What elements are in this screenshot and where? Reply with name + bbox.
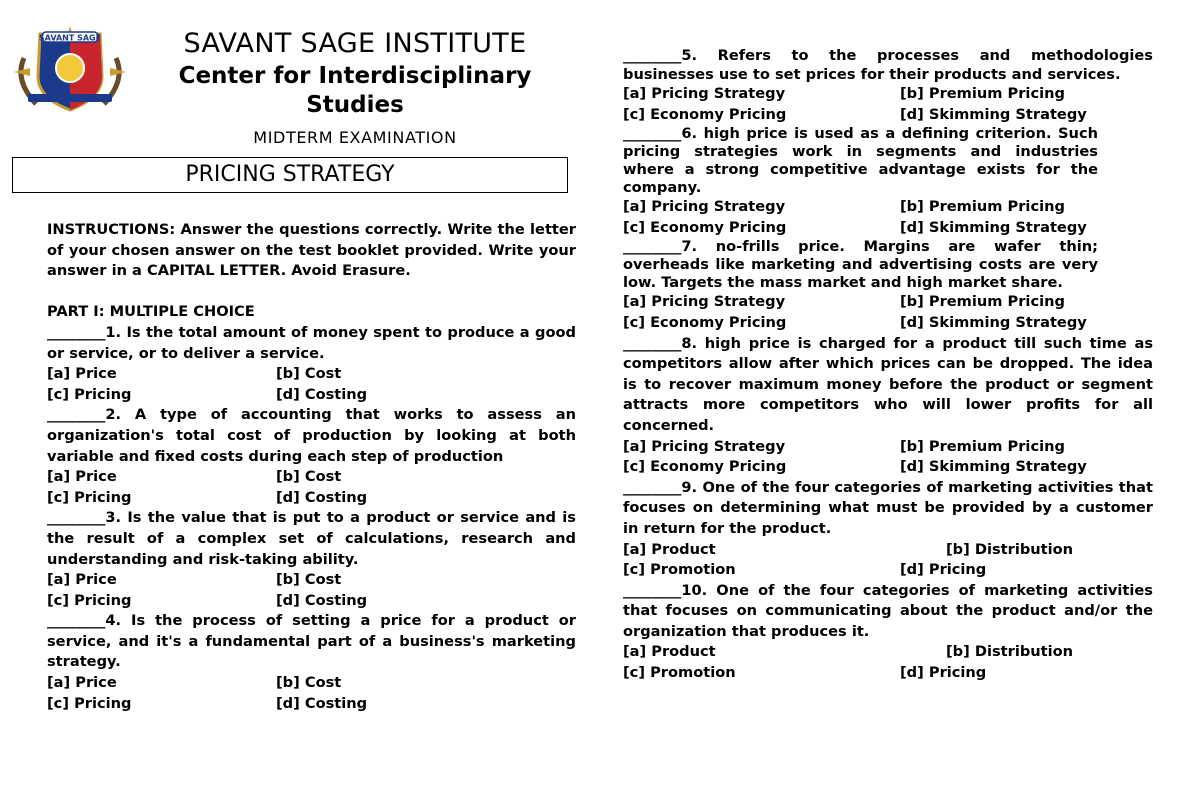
option-a: [a] Price — [47, 571, 117, 589]
option-a: [a] Price — [47, 468, 117, 486]
option-b: [b] Distribution — [946, 540, 1074, 558]
option-c: [c] Pricing — [47, 488, 132, 506]
question-text: ________9. One of the four categories of marketing activities that focuses on determining what must be provided by a customer in return for the product. — [623, 478, 1153, 537]
exam-title: MIDTERM EXAMINATION — [253, 128, 457, 147]
option-b: [b] Premium Pricing — [900, 437, 1065, 455]
option-d: [d] Costing — [276, 488, 368, 506]
option-d: [d] Costing — [276, 591, 368, 609]
question-2 — [47, 405, 576, 508]
question-7 — [623, 238, 1153, 333]
option-d: [d] Pricing — [900, 664, 987, 682]
option-c: [c] Pricing — [47, 591, 132, 609]
question-text: ________7. no-frills price. Margins are wafer thin; overheads like marketing and advertising costs are very low. Targets the mass market and high market share. — [623, 238, 1098, 292]
option-d: [d] Skimming Strategy — [900, 218, 1087, 236]
option-c: [c] Pricing — [47, 385, 132, 403]
question-10 — [623, 581, 1153, 684]
question-text: ________3. Is the value that is put to a product or service and is the result of a complex set of calculations, research and understanding and risk-taking ability. — [47, 509, 576, 568]
option-b: [b] Cost — [276, 365, 342, 383]
question-9 — [623, 478, 1153, 581]
option-d: [d] Pricing — [900, 561, 987, 579]
option-c: [c] Economy Pricing — [623, 313, 787, 331]
option-b: [b] Premium Pricing — [900, 198, 1065, 216]
question-text: ________10. One of the four categories of marketing activities that focuses on communicating about the product and/or the organization that produces it. — [623, 581, 1153, 640]
option-c: [c] Economy Pricing — [623, 458, 787, 476]
part-title: PART I: MULTIPLE CHOICE — [47, 303, 255, 321]
question-text: ________8. high price is charged for a product till such time as competitors allow after which prices can be dropped. The idea is to recover maximum money before the product or segment attracts more competitors who will lower profits for all concerned. — [623, 334, 1153, 434]
option-d: [d] Costing — [276, 694, 368, 712]
question-8 — [623, 334, 1153, 478]
center-name: Center for Interdisciplinary Studies — [178, 63, 532, 118]
question-text: ________1. Is the total amount of money spent to produce a good or service, or to deliver a service. — [47, 323, 576, 362]
option-a: [a] Pricing Strategy — [623, 437, 786, 455]
question-6 — [623, 125, 1153, 238]
option-a: [a] Pricing Strategy — [623, 85, 786, 102]
institute-logo — [6, 20, 134, 116]
logo-text: SAVANT SAGE — [38, 33, 102, 43]
option-b: [b] Distribution — [946, 643, 1074, 661]
option-c: [c] Economy Pricing — [623, 105, 787, 123]
question-3 — [47, 508, 576, 611]
option-a: [a] Pricing Strategy — [623, 293, 786, 311]
option-c: [c] Pricing — [47, 694, 132, 712]
option-b: [b] Premium Pricing — [900, 85, 1065, 102]
option-d: [d] Costing — [276, 385, 368, 403]
institute-name: SAVANT SAGE INSTITUTE — [183, 28, 527, 59]
option-a: [a] Price — [47, 365, 117, 383]
option-c: [c] Promotion — [623, 664, 736, 682]
option-b: [b] Cost — [276, 571, 342, 589]
option-b: [b] Premium Pricing — [900, 293, 1065, 311]
question-text: ________2. A type of accounting that works to assess an organization's total cost of production by looking at both variable and fixed costs during each step of production — [47, 406, 576, 465]
option-b: [b] Cost — [276, 674, 342, 692]
question-5 — [623, 46, 1153, 125]
option-d: [d] Skimming Strategy — [900, 458, 1087, 476]
option-c: [c] Economy Pricing — [623, 218, 787, 236]
option-c: [c] Promotion — [623, 561, 736, 579]
question-text: ________6. high price is used as a defining criterion. Such pricing strategies work in segments and industries where a strong competitive advantage exists for the company. — [623, 125, 1098, 197]
question-text: ________4. Is the process of setting a price for a product or service, and it's a fundamental part of a business's marketing strategy. — [47, 612, 576, 671]
option-a: [a] Pricing Strategy — [623, 198, 786, 216]
subject-title: PRICING STRATEGY — [12, 157, 568, 193]
option-d: [d] Skimming Strategy — [900, 105, 1087, 123]
option-a: [a] Price — [47, 674, 117, 692]
instructions: INSTRUCTIONS: Answer the questions correctly. Write the letter of your chosen answer on the test booklet provided. Write your answer in a CAPITAL LETTER. Avoid Erasure. — [47, 221, 576, 280]
option-d: [d] Skimming Strategy — [900, 313, 1087, 331]
right-column — [623, 46, 1153, 684]
left-column — [47, 220, 576, 714]
option-b: [b] Cost — [276, 468, 342, 486]
option-a: [a] Product — [623, 643, 716, 661]
question-4 — [47, 611, 576, 714]
question-text: ________5. Refers to the processes and methodologies businesses use to set prices for their products and services. — [623, 47, 1153, 83]
option-a: [a] Product — [623, 540, 716, 558]
question-1 — [47, 323, 576, 405]
